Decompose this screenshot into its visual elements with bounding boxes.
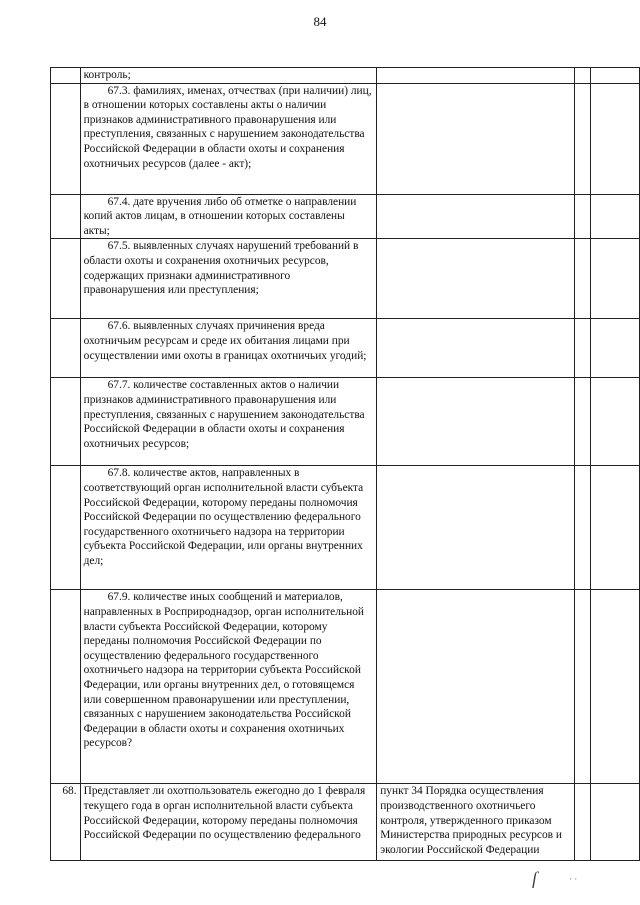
legal-reference [377, 68, 575, 84]
scan-specks: · · [569, 874, 578, 884]
answer-cell [575, 83, 591, 194]
table-row [51, 590, 640, 784]
requirement-text: 67.3. фамилиях, именах, отчествах (при наличии) лиц, в отношении которых составлены акты о наличии признаков административного правонарушения или преступления, связанных с нарушением законодательства Российской Федерации в области охоты и сохранения охотничьих ресурсов (далее - акт); [80, 83, 377, 194]
legal-reference [377, 194, 575, 239]
table-row [51, 378, 640, 466]
legal-reference [377, 319, 575, 378]
answer-cell [575, 319, 591, 378]
answer-cell [575, 194, 591, 239]
requirement-text: контроль; [80, 68, 377, 84]
requirement-text: 67.6. выявленных случаях причинения вреда охотничьим ресурсам и среде их обитания лицами при осуществлении ими охоты в границах охотничьих угодий; [80, 319, 377, 378]
table-row [51, 466, 640, 590]
row-number [51, 239, 81, 319]
signature-mark: ſ [532, 868, 538, 888]
checklist-table [50, 67, 640, 861]
row-number [51, 194, 81, 239]
requirement-text: 67.5. выявленных случаях нарушений требований в области охоты и сохранения охотничьих ресурсов, содержащих признаки административного правонарушения или преступления; [80, 239, 377, 319]
note-cell [591, 319, 640, 378]
note-cell [591, 68, 640, 84]
requirement-text: 67.7. количестве составленных актов о наличии признаков административного правонарушения или преступления, связанных с нарушением законодательства Российской Федерации в области охоты и сохранения охотничьих ресурсов; [80, 378, 377, 466]
legal-reference: пункт 34 Порядка осуществления производственного охотничьего контроля, утвержденного приказом Министерства природных ресурсов и экологии Российской Федерации [377, 784, 575, 861]
legal-reference [377, 466, 575, 590]
table-row [51, 83, 640, 194]
note-cell [591, 466, 640, 590]
row-number [51, 68, 81, 84]
row-number [51, 590, 81, 784]
note-cell [591, 590, 640, 784]
note-cell [591, 83, 640, 194]
table-row [51, 239, 640, 319]
legal-reference [377, 378, 575, 466]
table-row [51, 68, 640, 84]
page-number: 84 [313, 14, 327, 29]
requirement-text: Представляет ли охотпользователь ежегодно до 1 февраля текущего года в орган исполнительной власти субъекта Российской Федерации, которому переданы полномочия Российской Федерации по осуществлению федерального [80, 784, 377, 861]
row-number [51, 319, 81, 378]
table-row [51, 194, 640, 239]
requirement-text: 67.4. дате вручения либо об отметке о направлении копий актов лицам, в отношении которых составлены акты; [80, 194, 377, 239]
answer-cell [575, 68, 591, 84]
legal-reference [377, 590, 575, 784]
answer-cell [575, 784, 591, 861]
legal-reference [377, 83, 575, 194]
note-cell [591, 194, 640, 239]
note-cell [591, 784, 640, 861]
row-number: 68. [51, 784, 81, 861]
note-cell [591, 378, 640, 466]
note-cell [591, 239, 640, 319]
answer-cell [575, 590, 591, 784]
row-number [51, 466, 81, 590]
requirement-text: 67.8. количестве актов, направленных в соответствующий орган исполнительной власти субъекта Российской Федерации, которому переданы полномочия Российской Федерации по осуществлению федерального государственного охотничьего надзора на территории субъекта Российской Федерации, или органы внутренних дел; [80, 466, 377, 590]
answer-cell [575, 466, 591, 590]
legal-reference [377, 239, 575, 319]
table-row [51, 784, 640, 861]
table-row [51, 319, 640, 378]
requirement-text: 67.9. количестве иных сообщений и материалов, направленных в Росприроднадзор, орган исполнительной власти субъекта Российской Федерации, которому переданы полномочия Российской Федерации по осуществлению федерального государственного охотничьего надзора на территории субъекта Российской Федерации, или органы внутренних дел, о готовящемся или совершенном правонарушении или преступлении, связанных с нарушением законодательства Российской Федерации в области охоты и сохранения охотничьих ресурсов? [80, 590, 377, 784]
row-number [51, 83, 81, 194]
answer-cell [575, 239, 591, 319]
row-number [51, 378, 81, 466]
answer-cell [575, 378, 591, 466]
